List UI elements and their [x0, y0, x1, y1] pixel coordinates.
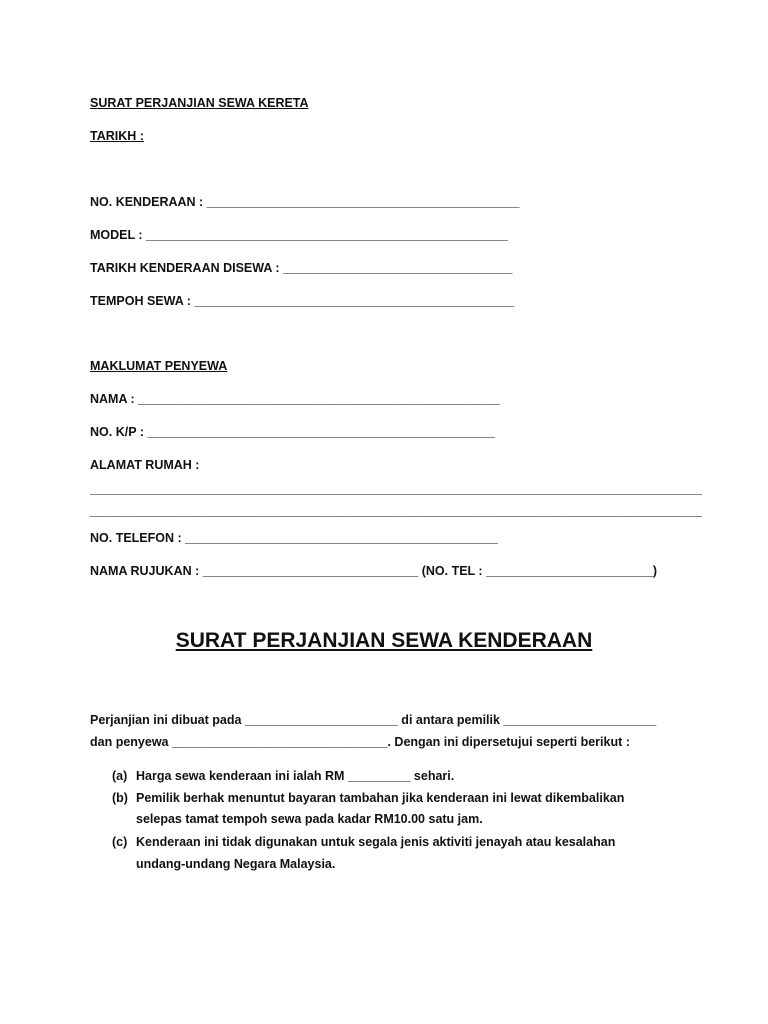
date-label: TARIKH : [90, 129, 144, 143]
address-line-2: ________________________________________________________________________________________ [90, 504, 702, 518]
address-line-1: ________________________________________________________________________________________ [90, 482, 702, 496]
clause-c-text-line-1: Kenderaan ini tidak digunakan untuk segala jenis aktiviti jenayah atau kesalahan [136, 835, 616, 849]
vehicle-number-field: NO. KENDERAAN : _____________________________________________ [90, 195, 520, 209]
renter-section-title: MAKLUMAT PENYEWA [90, 359, 228, 373]
phone-field: NO. TELEFON : _____________________________________________ [90, 531, 498, 545]
clause-a-label: (a) [112, 769, 128, 783]
rent-date-field: TARIKH KENDERAAN DISEWA : _________________________________ [90, 261, 513, 275]
clause-c-text-line-2: undang-undang Negara Malaysia. [136, 857, 336, 871]
agreement-title: SURAT PERJANJIAN SEWA KENDERAAN [175, 629, 593, 652]
clause-a-text: Harga sewa kenderaan ini ialah RM _________ sehari. [136, 769, 455, 783]
clause-b-text-line-1: Pemilik berhak menuntut bayaran tambahan jika kenderaan ini lewat dikembalikan [136, 791, 625, 805]
clause-c-label: (c) [112, 835, 128, 849]
clause-b-text-line-2: selepas tamat tempoh sewa pada kadar RM10.00 satu jam. [136, 812, 483, 826]
reference-field: NAMA RUJUKAN : _______________________________ (NO. TEL : ________________________) [90, 564, 658, 578]
address-label: ALAMAT RUMAH : [90, 458, 200, 472]
agreement-intro-line-1: Perjanjian ini dibuat pada ______________________ di antara pemilik ______________________ [90, 713, 657, 727]
clause-b-label: (b) [112, 791, 128, 805]
renter-name-field: NAMA : ____________________________________________________ [90, 392, 500, 406]
renter-ic-field: NO. K/P : __________________________________________________ [90, 425, 496, 439]
document-title: SURAT PERJANJIAN SEWA KERETA [90, 96, 309, 110]
agreement-intro-line-2: dan penyewa _______________________________. Dengan ini dipersetujui seperti berikut : [90, 735, 630, 749]
rental-period-field: TEMPOH SEWA : ______________________________________________ [90, 294, 515, 308]
model-field: MODEL : ____________________________________________________ [90, 228, 508, 242]
